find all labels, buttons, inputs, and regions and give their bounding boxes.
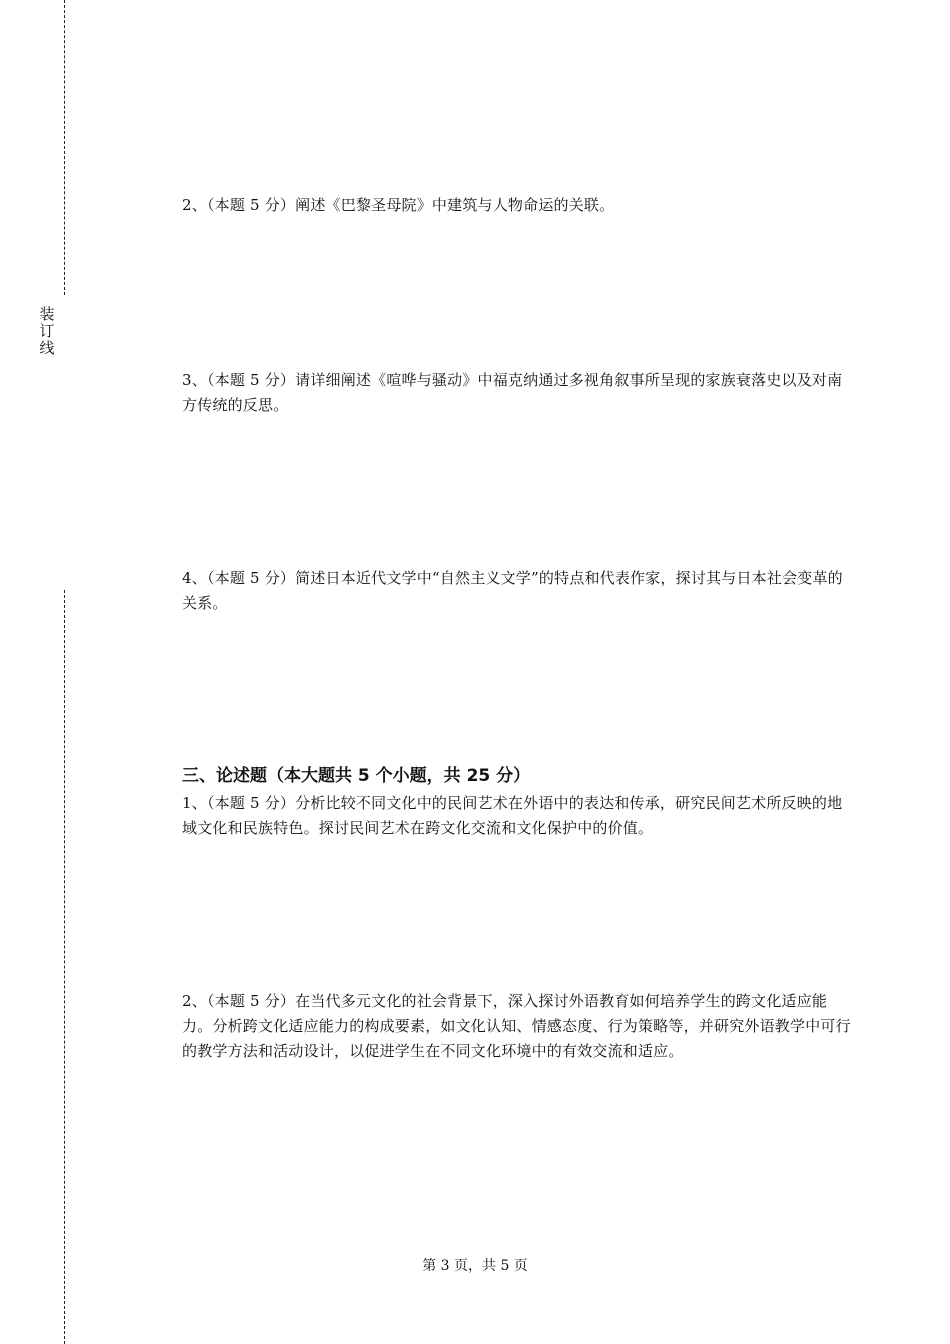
question-2-4: 4、（本题 5 分）简述日本近代文学中“自然主义文学”的特点和代表作家，探讨其与日本社会变革的关系。	[182, 569, 843, 612]
binding-char: 线	[39, 339, 55, 357]
binding-dashed-line-bottom	[64, 590, 65, 1344]
question-3-1: 1、（本题 5 分）分析比较不同文化中的民间艺术在外语中的表达和传承，研究民间艺术所反映的地域文化和民族特色。探讨民间艺术在跨文化交流和文化保护中的价值。	[182, 794, 843, 837]
section-3-heading: 三、论述题（本大题共 5 个小题，共 25 分）	[182, 766, 531, 786]
binding-dashed-line-top	[64, 0, 65, 295]
binding-char: 装	[39, 305, 55, 323]
binding-char: 订	[39, 322, 55, 340]
question-2-3: 3、（本题 5 分）请详细阐述《喧哗与骚动》中福克纳通过多视角叙事所呈现的家族衰落史以及对南方传统的反思。	[182, 371, 843, 414]
question-2-2: 2、（本题 5 分）阐述《巴黎圣母院》中建筑与人物命运的关联。	[182, 196, 615, 214]
binding-line-label	[37, 306, 57, 357]
question-3-2: 2、（本题 5 分）在当代多元文化的社会背景下，深入探讨外语教育如何培养学生的跨文化适应能力。分析跨文化适应能力的构成要素，如文化认知、情感态度、行为策略等，并研究外语教学中可行的教学方法和活动设计，以促进学生在不同文化环境中的有效交流和适应。	[182, 992, 851, 1060]
page-number-footer: 第 3 页，共 5 页	[422, 1258, 528, 1274]
